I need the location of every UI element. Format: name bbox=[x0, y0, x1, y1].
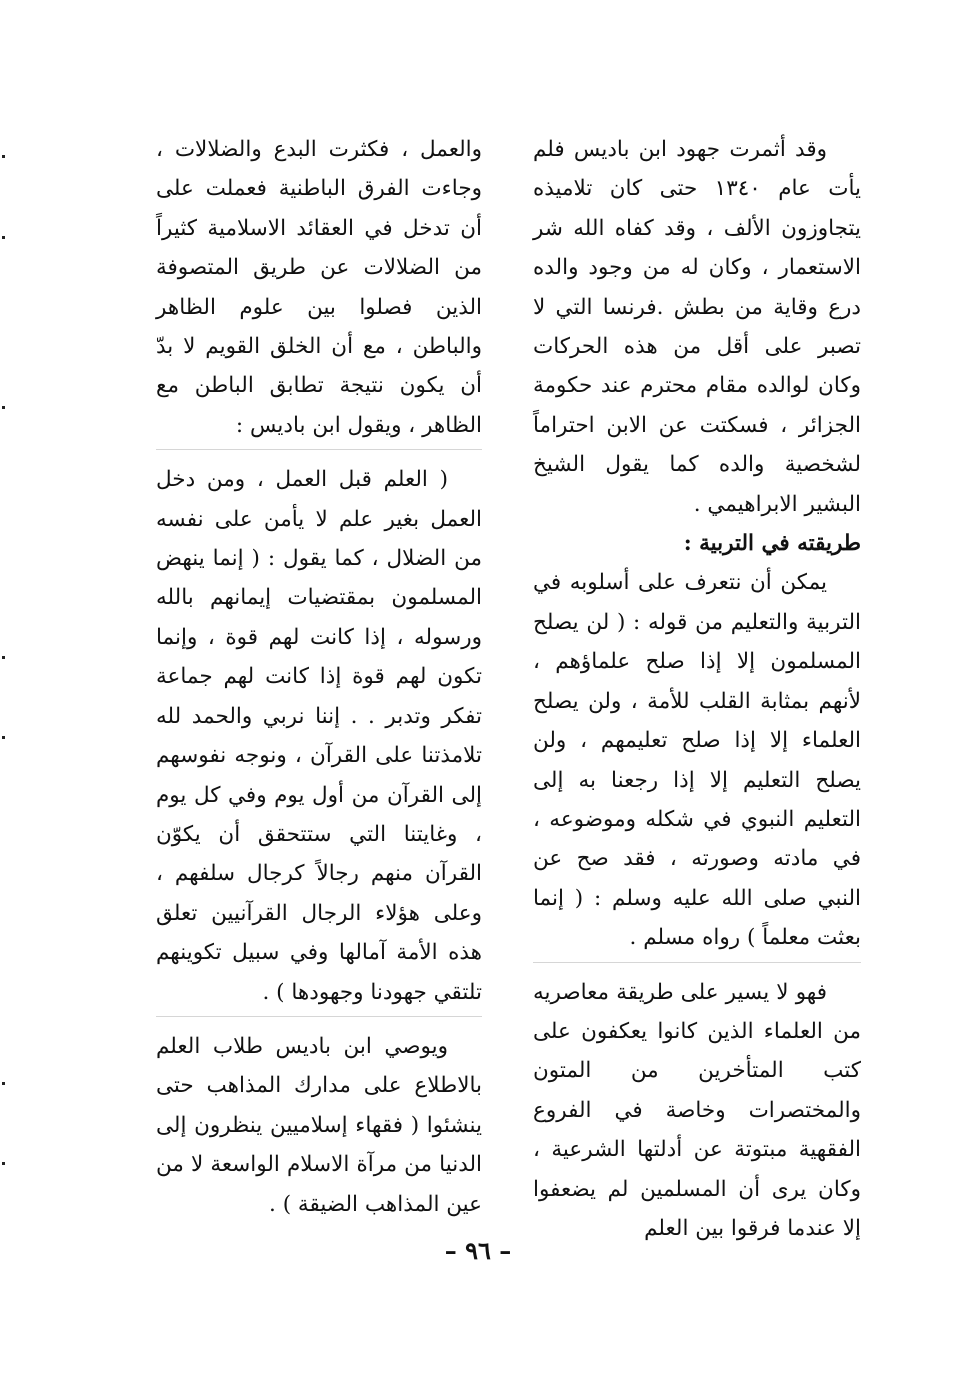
paragraph-knowledge-before-action: ( العلم قبل العمل ، ومن دخل العمل بغير علم لا يأمن على نفسه من الضلال ، كما يقول : ( إنما ينهض المسلمون بمقتضيات إيمانهم بالله ورسوله ، إذا كانت لهم قوة ، وإنما تكون لهم قوة إذا كانت لهم جماعة تفكر وتدبر . . إننا نربي والحمد لله تلامذتنا على القرآن ، ونوجه نفوسهم إلى القرآن من أول يوم وفي كل يوم ، وغايتنا التي ستتحقق أن يكوّن القرآن منهم رجالاً كرجال سلفهم ، وعلى هؤلاء الرجال القرآنيين تعلق هذه الأمة آمالها وفي سبيل تكوينهم تلتقي جهودنا وجهودها ) . bbox=[156, 467, 482, 1005]
scan-edge-mark bbox=[2, 406, 5, 409]
scan-edge-mark bbox=[2, 736, 5, 739]
paragraph-divider bbox=[533, 962, 861, 973]
section-heading-education-method: طريقته في التربية : bbox=[683, 531, 861, 557]
paragraph-contemporaries: فهو لا يسير على طريقة معاصريه من العلماء الذين كانوا يعكفون على كتب المتأخرين من المتون والمختصرات وخاصة في الفروع الفقهية مبتوتة عن أدلتها الشرعية ، وكان يرى أن المسلمين لم يضعفوا إلا عندما فرقوا بين العلم bbox=[533, 979, 861, 1241]
scan-edge-mark bbox=[2, 1082, 5, 1085]
paragraph-advice-to-students: ويوصي ابن باديس طلاب العلم بالاطلاع على مدارك المذاهب حتى ينشئوا ( فقهاء إسلاميين ينظرون إلى الدنيا من مرآة الاسلام الواسعة لا من عين المذاهب الضيقة ) . bbox=[156, 1033, 482, 1217]
scan-edge-mark bbox=[2, 236, 5, 239]
right-column bbox=[533, 130, 861, 1248]
left-column bbox=[156, 130, 482, 1224]
paragraph-innovations: والعمل ، فكثرت البدع والضلالات ، وجاءت الفرق الباطنية فعملت على أن تدخل في العقائد الاسلامية كثيراً من الضلالات عن طريق المتصوفة الذين فصلوا بين علوم الظاهر والباطن ، مع أن الخلق القويم لا بدّ أن يكون نتيجة تطابق الباطن مع الظاهر ، ويقول ابن باديس : bbox=[156, 137, 482, 438]
paragraph-divider bbox=[156, 449, 482, 460]
scan-edge-mark bbox=[2, 155, 5, 158]
scan-edge-mark bbox=[2, 656, 5, 659]
paragraph-education-quote: يمكن أن نتعرف على أسلوبه في التربية والتعليم من قوله : ( لن يصلح المسلمون إلا إذا صلح علماؤهم ، لأنهم بمثابة القلب للأمة ، ولن يصلح العلماء إلا إذا صلح تعليمهم ، ولن يصلح التعليم إلا إذا رجعنا به إلى التعليم النبوي في شكله وموضوعه ، في مادته وصورته ، فقد صح عن النبي صلى الله عليه وسلم : ( إنما بعثت معلماً ) رواه مسلم . bbox=[533, 570, 861, 951]
paragraph-ibn-badis-efforts: وقد أثمرت جهود ابن باديس فلم يأت عام ١٣٤٠ حتى كان تلاميذه يتجاوزون الألف ، وقد كفاه الله شر الاستعمار ، وكان له من وجود والده درع وقاية من بطش .فرنسا التي لا تصبر على أقل من هذه الحركات وكان لوالده مقام محترم عند حكومة الجزائر ، فسكتت عن الابن احتراماً لشخصية والده كما يقول الشيخ البشير الابراهيمي . bbox=[533, 137, 861, 517]
scan-edge-mark bbox=[2, 1162, 5, 1165]
paragraph-divider bbox=[156, 1016, 482, 1027]
page-number: – ٩٦ – bbox=[444, 1236, 512, 1265]
